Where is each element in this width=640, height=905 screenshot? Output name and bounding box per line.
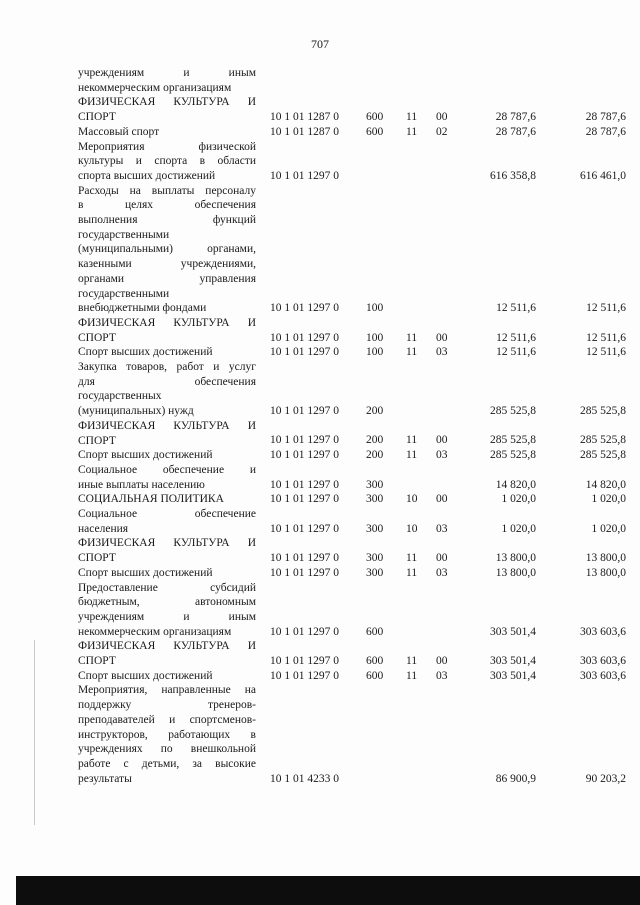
expense-type-cell: 300 [366, 552, 384, 565]
subsection-cell: 03 [436, 566, 448, 579]
expense-type-cell: 600 [366, 625, 384, 638]
expense-type-cell: 200 [366, 449, 384, 462]
subsection-cell: 02 [436, 125, 448, 138]
amount-year1-cell: 28 787,6 [495, 111, 536, 124]
description-line: СОЦИАЛЬНАЯ ПОЛИТИКА [78, 493, 224, 506]
table-row [0, 66, 640, 95]
amount-year2-cell: 90 203,2 [585, 772, 626, 785]
table-row [0, 492, 640, 507]
description-line: ФИЗИЧЕСКАЯ КУЛЬТУРА И [78, 316, 256, 329]
expense-type-cell: 100 [366, 346, 384, 359]
scan-bottom-border [16, 876, 640, 905]
row-description [78, 66, 256, 95]
description-line: преподавателей и спортсменов- [78, 713, 256, 726]
description-line: Спорт высших достижений [78, 346, 213, 359]
amount-year2-cell: 285 525,8 [580, 434, 626, 447]
amount-year2-cell: 285 525,8 [580, 449, 626, 462]
section-cell: 11 [406, 669, 418, 682]
table-row [0, 419, 640, 448]
description-line: Спорт высших достижений [78, 449, 213, 462]
table-row [0, 316, 640, 345]
table-row [0, 507, 640, 536]
row-description [78, 95, 256, 124]
row-description [78, 316, 256, 345]
description-line: Мероприятия, направленные на [78, 684, 256, 697]
code-cell: 10 1 01 1297 0 [270, 493, 339, 506]
description-line: спорта высших достижений [78, 169, 216, 182]
subsection-cell: 00 [436, 552, 448, 565]
subsection-cell: 03 [436, 522, 448, 535]
description-line: учреждениям и иным [78, 610, 256, 623]
description-line: культуры и спорта в области [78, 155, 256, 168]
amount-year2-cell: 28 787,6 [585, 125, 626, 138]
row-description [78, 140, 256, 184]
description-line: некоммерческим организациям [78, 81, 232, 94]
section-cell: 10 [406, 493, 418, 506]
code-cell: 10 1 01 1297 0 [270, 449, 339, 462]
expense-type-cell: 600 [366, 669, 384, 682]
row-description [78, 581, 256, 640]
page-number: 707 [311, 37, 329, 51]
description-line: ФИЗИЧЕСКАЯ КУЛЬТУРА И [78, 640, 256, 653]
code-cell: 10 1 01 1297 0 [270, 566, 339, 579]
expense-type-cell: 200 [366, 405, 384, 418]
row-description [78, 125, 256, 140]
code-cell: 10 1 01 1297 0 [270, 331, 339, 344]
table-row [0, 639, 640, 668]
section-cell: 11 [406, 654, 418, 667]
code-cell: 10 1 01 1297 0 [270, 302, 339, 315]
section-cell: 11 [406, 434, 418, 447]
amount-year1-cell: 303 501,4 [490, 625, 536, 638]
amount-year2-cell: 616 461,0 [580, 169, 626, 182]
description-line: государственных [78, 390, 162, 403]
subsection-cell: 03 [436, 346, 448, 359]
expense-type-cell: 600 [366, 125, 384, 138]
code-cell: 10 1 01 1287 0 [270, 125, 339, 138]
subsection-cell: 00 [436, 434, 448, 447]
code-cell: 10 1 01 1297 0 [270, 405, 339, 418]
amount-year1-cell: 12 511,6 [496, 331, 536, 344]
table-row [0, 683, 640, 786]
subsection-cell: 00 [436, 331, 448, 344]
section-cell: 11 [406, 331, 418, 344]
section-cell: 11 [406, 125, 418, 138]
amount-year2-cell: 13 800,0 [585, 552, 626, 565]
description-line: результаты [78, 772, 132, 785]
table-row [0, 125, 640, 140]
description-line: Предоставление субсидий [78, 581, 256, 594]
code-cell: 10 1 01 1297 0 [270, 478, 339, 491]
code-cell: 10 1 01 4233 0 [270, 772, 339, 785]
subsection-cell: 00 [436, 111, 448, 124]
description-line: СПОРТ [78, 111, 116, 124]
description-line: Расходы на выплаты персоналу [78, 184, 256, 197]
row-description [78, 463, 256, 492]
amount-year1-cell: 285 525,8 [490, 449, 536, 462]
expense-type-cell: 300 [366, 566, 384, 579]
subsection-cell: 00 [436, 654, 448, 667]
code-cell: 10 1 01 1297 0 [270, 346, 339, 359]
section-cell: 10 [406, 522, 418, 535]
amount-year1-cell: 86 900,9 [495, 772, 536, 785]
description-line: для обеспечения [78, 375, 256, 388]
expense-type-cell: 600 [366, 111, 384, 124]
expense-type-cell: 100 [366, 331, 384, 344]
expense-type-cell: 100 [366, 302, 384, 315]
expense-type-cell: 300 [366, 478, 384, 491]
table-row [0, 360, 640, 419]
row-description [78, 683, 256, 786]
row-description [78, 507, 256, 536]
description-line: бюджетным, автономным [78, 596, 256, 609]
amount-year2-cell: 13 800,0 [585, 566, 626, 579]
table-row [0, 536, 640, 565]
description-line: некоммерческим организациям [78, 625, 232, 638]
description-line: выполнения функций [78, 214, 256, 226]
description-line: Закупка товаров, работ и услуг [78, 361, 256, 373]
code-cell: 10 1 01 1287 0 [270, 111, 339, 124]
amount-year1-cell: 1 020,0 [501, 493, 536, 506]
row-description [78, 536, 256, 565]
amount-year1-cell: 12 511,6 [496, 346, 536, 359]
description-line: СПОРТ [78, 434, 116, 447]
amount-year2-cell: 28 787,6 [585, 111, 626, 124]
amount-year1-cell: 303 501,4 [490, 669, 536, 682]
amount-year1-cell: 285 525,8 [490, 405, 536, 418]
amount-year2-cell: 12 511,6 [586, 346, 626, 359]
amount-year2-cell: 1 020,0 [591, 522, 626, 535]
row-description [78, 448, 256, 463]
section-cell: 11 [406, 111, 418, 124]
description-line: СПОРТ [78, 552, 116, 565]
amount-year2-cell: 303 603,6 [580, 625, 626, 638]
description-line: Социальное обеспечение и [78, 463, 256, 476]
row-description [78, 669, 256, 684]
row-description [78, 184, 256, 316]
description-line: в целях обеспечения [78, 199, 256, 212]
subsection-cell: 03 [436, 449, 448, 462]
amount-year2-cell: 12 511,6 [586, 302, 626, 315]
description-line: органами управления [78, 272, 256, 285]
amount-year2-cell: 285 525,8 [580, 405, 626, 418]
description-line: (муниципальными) органами, [78, 243, 256, 256]
table-row [0, 669, 640, 684]
description-line: СПОРТ [78, 331, 116, 344]
amount-year1-cell: 14 820,0 [495, 478, 536, 491]
expense-type-cell: 300 [366, 522, 384, 535]
description-line: внебюджетными фондами [78, 302, 207, 315]
amount-year1-cell: 12 511,6 [496, 302, 536, 315]
section-cell: 11 [406, 346, 418, 359]
description-line: Спорт высших достижений [78, 669, 213, 682]
row-description [78, 360, 256, 419]
description-line: поддержку тренеров- [78, 699, 256, 712]
description-line: учреждениям и иным [78, 67, 256, 79]
description-line: ФИЗИЧЕСКАЯ КУЛЬТУРА И [78, 537, 256, 550]
amount-year2-cell: 12 511,6 [586, 331, 626, 344]
amount-year1-cell: 1 020,0 [501, 522, 536, 535]
section-cell: 11 [406, 552, 418, 565]
table-row [0, 140, 640, 184]
table-row [0, 95, 640, 124]
expense-type-cell: 600 [366, 654, 384, 667]
code-cell: 10 1 01 1297 0 [270, 625, 339, 638]
code-cell: 10 1 01 1297 0 [270, 169, 339, 182]
code-cell: 10 1 01 1297 0 [270, 654, 339, 667]
description-line: работе с детьми, за высокие [78, 757, 256, 770]
code-cell: 10 1 01 1297 0 [270, 522, 339, 535]
row-description [78, 345, 256, 360]
description-line: Массовый спорт [78, 125, 160, 138]
subsection-cell: 03 [436, 669, 448, 682]
description-line: Спорт высших достижений [78, 566, 213, 579]
amount-year1-cell: 28 787,6 [495, 125, 536, 138]
code-cell: 10 1 01 1297 0 [270, 669, 339, 682]
subsection-cell: 00 [436, 493, 448, 506]
description-line: казенными учреждениями, [78, 258, 256, 271]
description-line: Мероприятия физической [78, 140, 256, 153]
amount-year1-cell: 13 800,0 [495, 566, 536, 579]
description-line: СПОРТ [78, 655, 116, 667]
expense-type-cell: 300 [366, 493, 384, 506]
description-line: государственными [78, 228, 170, 241]
description-line: (муниципальных) нужд [78, 405, 194, 418]
amount-year1-cell: 285 525,8 [490, 434, 536, 447]
expense-type-cell: 200 [366, 434, 384, 447]
code-cell: 10 1 01 1297 0 [270, 434, 339, 447]
table-row [0, 581, 640, 640]
code-cell: 10 1 01 1297 0 [270, 552, 339, 565]
amount-year1-cell: 303 501,4 [490, 654, 536, 667]
row-description [78, 566, 256, 581]
table-row [0, 566, 640, 581]
description-line: учреждениях по внешкольной [78, 743, 256, 756]
amount-year2-cell: 14 820,0 [585, 478, 626, 491]
table-row [0, 448, 640, 463]
table-row [0, 345, 640, 360]
description-line: населения [78, 522, 129, 535]
section-cell: 11 [406, 449, 418, 462]
description-line: государственными [78, 287, 170, 300]
row-description [78, 419, 256, 448]
table-row [0, 184, 640, 316]
description-line: Социальное обеспечение [78, 508, 256, 520]
table-row [0, 463, 640, 492]
description-line: инструкторов, работающих в [78, 728, 256, 741]
section-cell: 11 [406, 566, 418, 579]
row-description [78, 492, 256, 507]
amount-year2-cell: 303 603,6 [580, 669, 626, 682]
description-line: ФИЗИЧЕСКАЯ КУЛЬТУРА И [78, 96, 256, 109]
amount-year1-cell: 13 800,0 [495, 552, 536, 565]
amount-year2-cell: 1 020,0 [591, 493, 626, 506]
description-line: иные выплаты населению [78, 478, 205, 491]
amount-year2-cell: 303 603,6 [580, 654, 626, 667]
scan-margin-line [34, 640, 35, 825]
row-description [78, 639, 256, 668]
description-line: ФИЗИЧЕСКАЯ КУЛЬТУРА И [78, 419, 256, 432]
amount-year1-cell: 616 358,8 [490, 169, 536, 182]
